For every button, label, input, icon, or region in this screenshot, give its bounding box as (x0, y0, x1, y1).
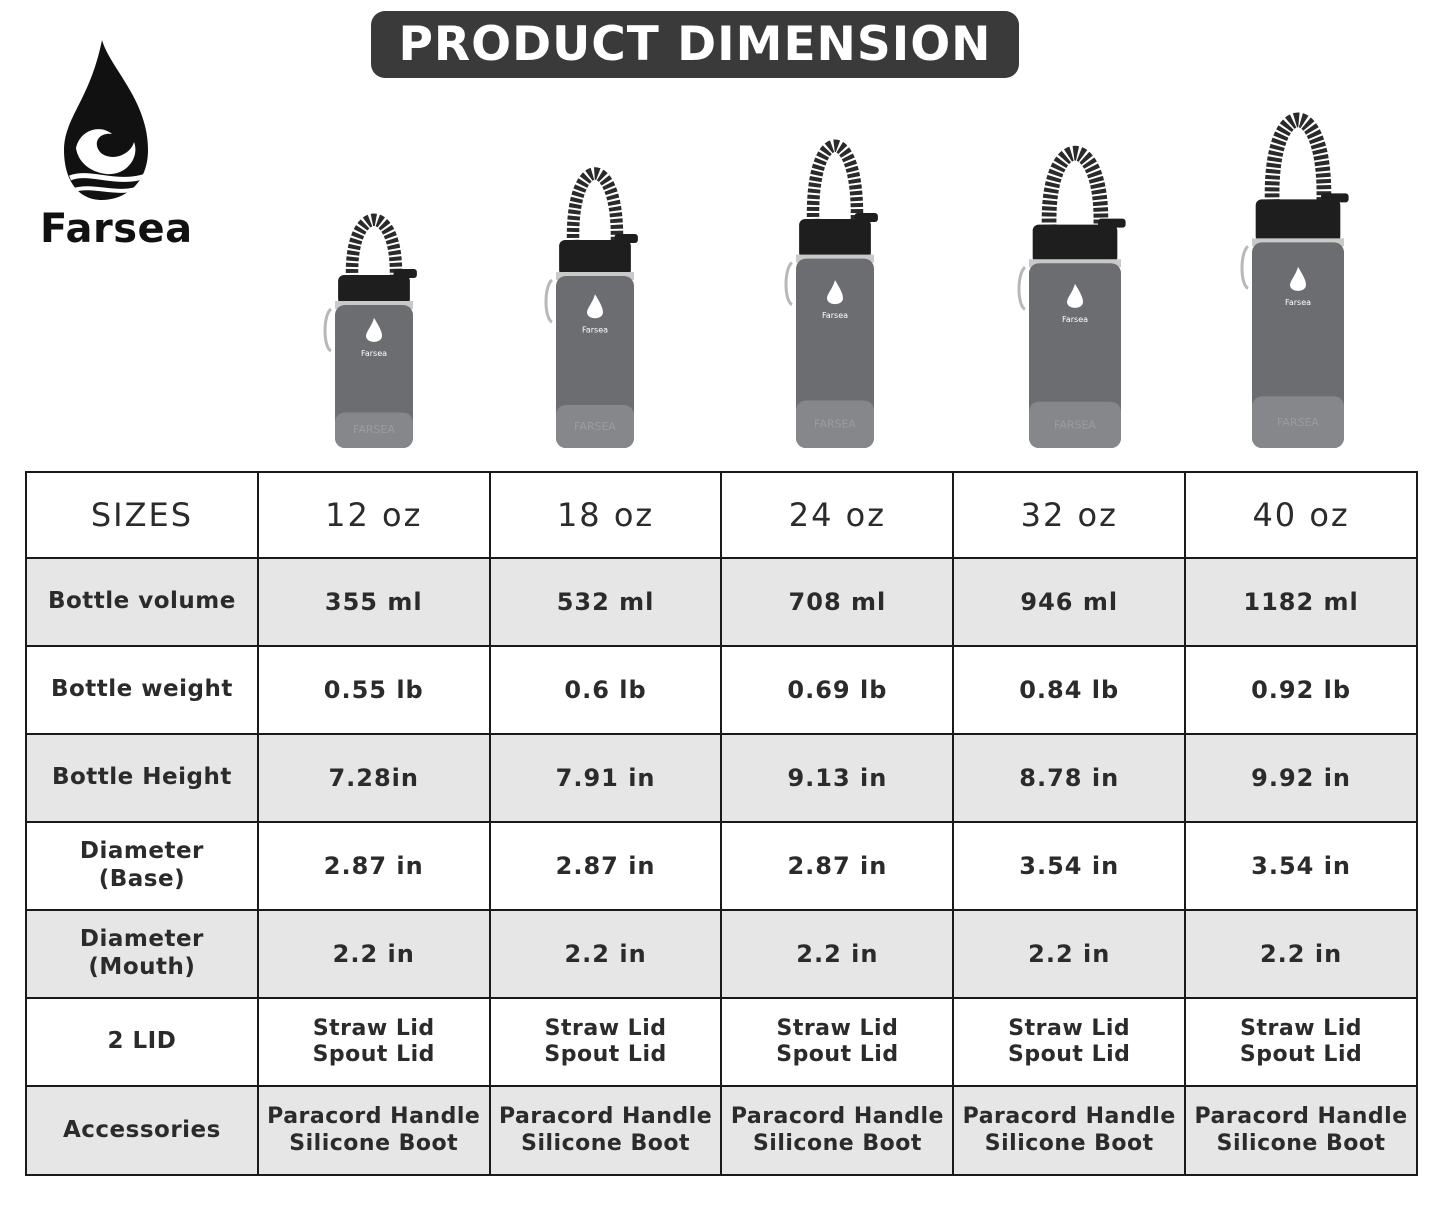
table-row (26, 998, 1417, 1086)
cell-text: 2.2 in (332, 939, 415, 968)
cell-text: (Mouth) (88, 954, 196, 980)
cell-text: Straw Lid (312, 1015, 435, 1041)
table-header-row (26, 472, 1417, 558)
table-cell (490, 646, 722, 734)
bottle-image (766, 120, 904, 450)
cell-text: 9.92 in (1251, 763, 1352, 792)
cell-text: Paracord Handle (730, 1104, 944, 1130)
table-cell (1185, 734, 1417, 822)
cell-text: 2.87 in (555, 851, 656, 880)
cell-text: 2.2 in (796, 939, 879, 968)
cell-text: 2.2 in (1259, 939, 1343, 968)
bottle-logo-text: Farsea (1284, 297, 1312, 307)
row-label (26, 1086, 258, 1175)
bottle-image (1222, 92, 1374, 450)
table-row (26, 558, 1417, 646)
bottle-boot-text: FARSEA (1277, 415, 1319, 429)
table-cell (953, 558, 1185, 646)
table-cell (258, 558, 490, 646)
table-row (26, 822, 1417, 910)
bottle-logo-text: Farsea (581, 325, 609, 335)
table-row (26, 910, 1417, 998)
size-header: 12 oz (258, 472, 490, 558)
table-cell (721, 910, 953, 998)
cell-text: 355 ml (324, 587, 423, 616)
cell-text: 1182 ml (1243, 587, 1359, 616)
cell-text: 0.55 lb (323, 675, 424, 704)
cell-text: Straw Lid (776, 1015, 899, 1041)
cell-text: 946 ml (1020, 587, 1119, 616)
page-title: PRODUCT DIMENSION (398, 17, 992, 72)
cell-text: Straw Lid (1008, 1015, 1131, 1041)
bottle-boot-text: FARSEA (814, 417, 856, 431)
table-cell (953, 1086, 1185, 1175)
wave-drop-icon (60, 38, 160, 203)
dimension-table (25, 471, 1418, 1176)
cell-text: Bottle weight (50, 676, 233, 703)
table-cell (1185, 822, 1417, 910)
row-label (26, 734, 258, 822)
cell-text: Paracord Handle (962, 1104, 1176, 1130)
table-cell (953, 822, 1185, 910)
cell-text: Diameter (79, 838, 204, 865)
table-cell (490, 1086, 722, 1175)
cell-text: Silicone Boot (752, 1130, 922, 1156)
cell-text: Silicone Boot (521, 1130, 691, 1156)
size-header: 24 oz (721, 472, 953, 558)
table-cell (258, 734, 490, 822)
table-cell (721, 558, 953, 646)
row-label (26, 910, 258, 998)
cell-text: 0.84 lb (1019, 675, 1120, 704)
bottle-logo-text: Farsea (1061, 314, 1089, 324)
bottle-logo-text: Farsea (821, 311, 849, 321)
table-cell (490, 910, 722, 998)
cell-text: Paracord Handle (267, 1104, 481, 1130)
cell-text: 2.2 in (1028, 939, 1111, 968)
table-cell (953, 646, 1185, 734)
bottle-boot-text: FARSEA (1054, 418, 1096, 432)
cell-text: Spout Lid (1239, 1042, 1363, 1067)
row-label (26, 998, 258, 1086)
bottle-boot-text: FARSEA (353, 423, 395, 437)
row-label (26, 822, 258, 910)
cell-text: 2.87 in (787, 851, 888, 880)
cell-text: 3.54 in (1251, 851, 1352, 880)
cell-text: 8.78 in (1019, 763, 1120, 792)
table-cell (721, 1086, 953, 1175)
cell-text: 7.28in (328, 763, 419, 792)
table-cell (258, 822, 490, 910)
table-cell (490, 734, 722, 822)
table-cell (258, 646, 490, 734)
cell-text: Bottle Height (51, 764, 232, 791)
size-header: 18 oz (490, 472, 722, 558)
cell-text: 0.6 lb (564, 675, 647, 704)
table-cell (1185, 1086, 1417, 1175)
table-cell (258, 1086, 490, 1175)
table-cell (721, 822, 953, 910)
cell-text: 2.2 in (564, 939, 647, 968)
bottle-image (999, 128, 1151, 450)
cell-text: Paracord Handle (1194, 1104, 1408, 1130)
bottle-image (526, 150, 664, 450)
row-label (26, 646, 258, 734)
table-cell (721, 998, 953, 1086)
table-cell (721, 646, 953, 734)
cell-text: 0.92 lb (1251, 675, 1352, 704)
table-cell (1185, 910, 1417, 998)
table-cell (258, 910, 490, 998)
cell-text: Spout Lid (544, 1042, 667, 1067)
cell-text: Spout Lid (1008, 1042, 1131, 1067)
table-cell (490, 998, 722, 1086)
brand-logo (38, 38, 193, 258)
table-cell (1185, 646, 1417, 734)
cell-text: 9.13 in (787, 763, 888, 792)
table-cell (721, 734, 953, 822)
table-row (26, 646, 1417, 734)
table-cell (953, 998, 1185, 1086)
row-label (26, 558, 258, 646)
bottle-logo-text: Farsea (360, 348, 388, 358)
cell-text: Spout Lid (776, 1042, 899, 1067)
sizes-header: SIZES (26, 472, 258, 558)
cell-text: 2 LID (107, 1028, 177, 1055)
cell-text: Spout Lid (312, 1042, 435, 1067)
page-title-banner (371, 11, 1019, 78)
cell-text: Silicone Boot (1216, 1130, 1386, 1156)
cell-text: 708 ml (788, 587, 887, 616)
size-header: 40 oz (1185, 472, 1417, 558)
table-row (26, 734, 1417, 822)
cell-text: Silicone Boot (984, 1130, 1154, 1156)
cell-text: 532 ml (556, 587, 655, 616)
table-cell (490, 558, 722, 646)
table-cell (953, 734, 1185, 822)
table-cell (1185, 558, 1417, 646)
cell-text: Accessories (62, 1116, 221, 1143)
cell-text: Straw Lid (1240, 1015, 1362, 1041)
cell-text: Bottle volume (47, 588, 236, 615)
cell-text: Silicone Boot (289, 1130, 459, 1156)
bottle-image (305, 200, 443, 450)
table-cell (490, 822, 722, 910)
table-row (26, 1086, 1417, 1175)
size-header: 32 oz (953, 472, 1185, 558)
table-cell (1185, 998, 1417, 1086)
cell-text: 7.91 in (555, 763, 656, 792)
cell-text: Diameter (79, 926, 204, 953)
cell-text: Paracord Handle (499, 1104, 713, 1130)
cell-text: 2.87 in (323, 851, 424, 880)
brand-name: Farsea (40, 206, 193, 252)
bottle-boot-text: FARSEA (574, 419, 616, 433)
cell-text: Straw Lid (544, 1015, 667, 1041)
table-cell (258, 998, 490, 1086)
table-cell (953, 910, 1185, 998)
cell-text: 3.54 in (1019, 851, 1120, 880)
cell-text: 0.69 lb (787, 675, 888, 704)
cell-text: (Base) (98, 866, 186, 892)
